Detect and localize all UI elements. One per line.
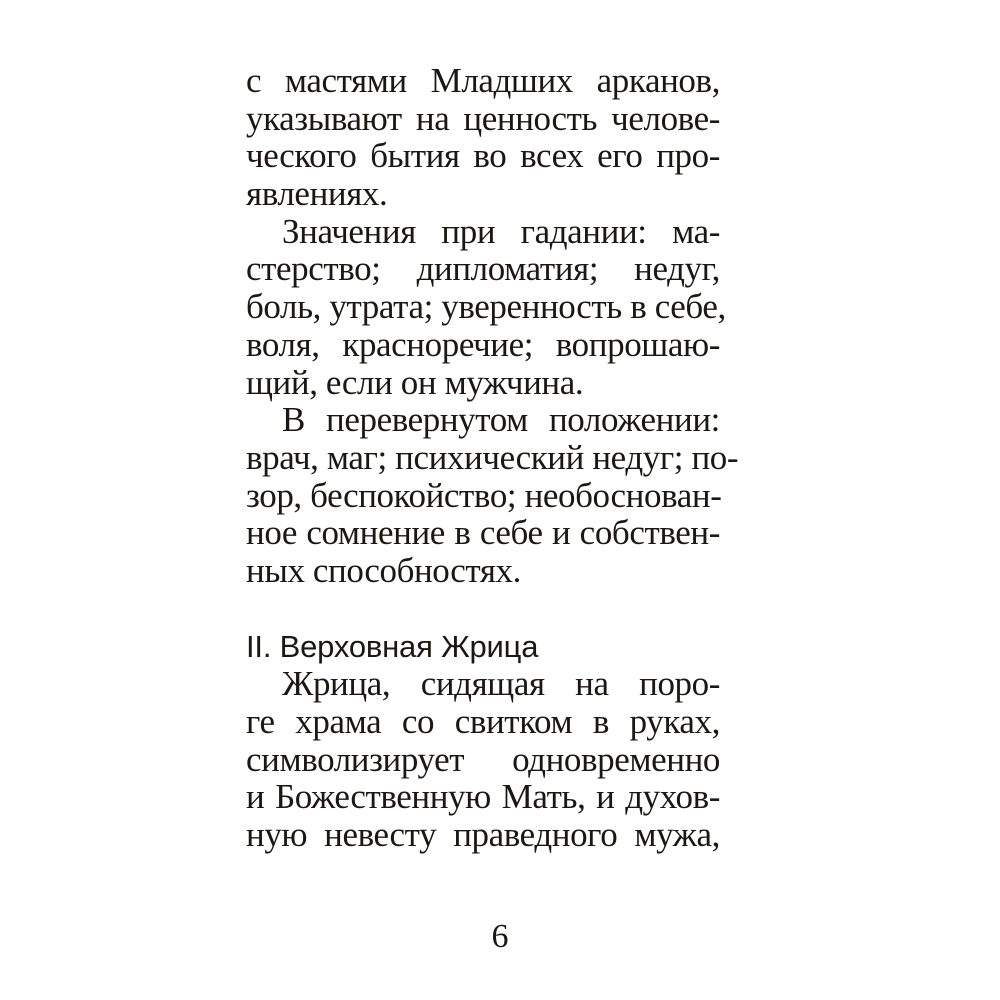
paragraph-reversed-meanings: [246, 400, 739, 590]
text-line: В перевернутом положении:: [282, 400, 720, 440]
paragraph-divination-meanings: [246, 211, 726, 402]
text-line: Жрица, сидящая на поро-: [282, 664, 720, 704]
page-number: 6: [491, 918, 509, 955]
text-line: ных способностях.: [246, 550, 521, 590]
text-line: воля, красноречие; вопрошаю-: [246, 324, 720, 364]
text-line: стерство; дипломатия; недуг,: [246, 249, 720, 289]
section-spacer: [246, 590, 720, 628]
text-line: Значения при гадании: ма-: [282, 211, 720, 251]
text-line: и Божественную Мать, и духов-: [246, 777, 720, 817]
text-line: щий, если он мужчина.: [246, 362, 584, 402]
text-line: ное сомнение в себе и собствен-: [246, 513, 720, 553]
text-line: ге храма со свитком в руках,: [246, 702, 720, 741]
text-line: врач, маг; психический недуг; по-: [246, 437, 739, 477]
text-line: боль, утрата; уверенность в себе,: [246, 287, 726, 327]
text-line: зор, беспокойство; необоснован-: [246, 475, 722, 515]
paragraph-high-priestess-description: [246, 665, 720, 853]
text-line: указывают на ценность челове-: [246, 98, 720, 138]
section-high-priestess: [246, 628, 720, 854]
section-heading: II. Верховная Жрица: [246, 628, 539, 664]
text-line: ную невесту праведного мужа,: [246, 815, 720, 855]
text-line: ческого бытия во всех его про-: [246, 136, 720, 176]
text-line: символизирует одновременно: [246, 739, 720, 779]
paragraph-intro-continuation: [246, 62, 720, 213]
text-line: явлениях.: [246, 174, 388, 214]
page-body: [246, 61, 739, 855]
text-line: с мастями Младших арканов,: [246, 61, 720, 100]
